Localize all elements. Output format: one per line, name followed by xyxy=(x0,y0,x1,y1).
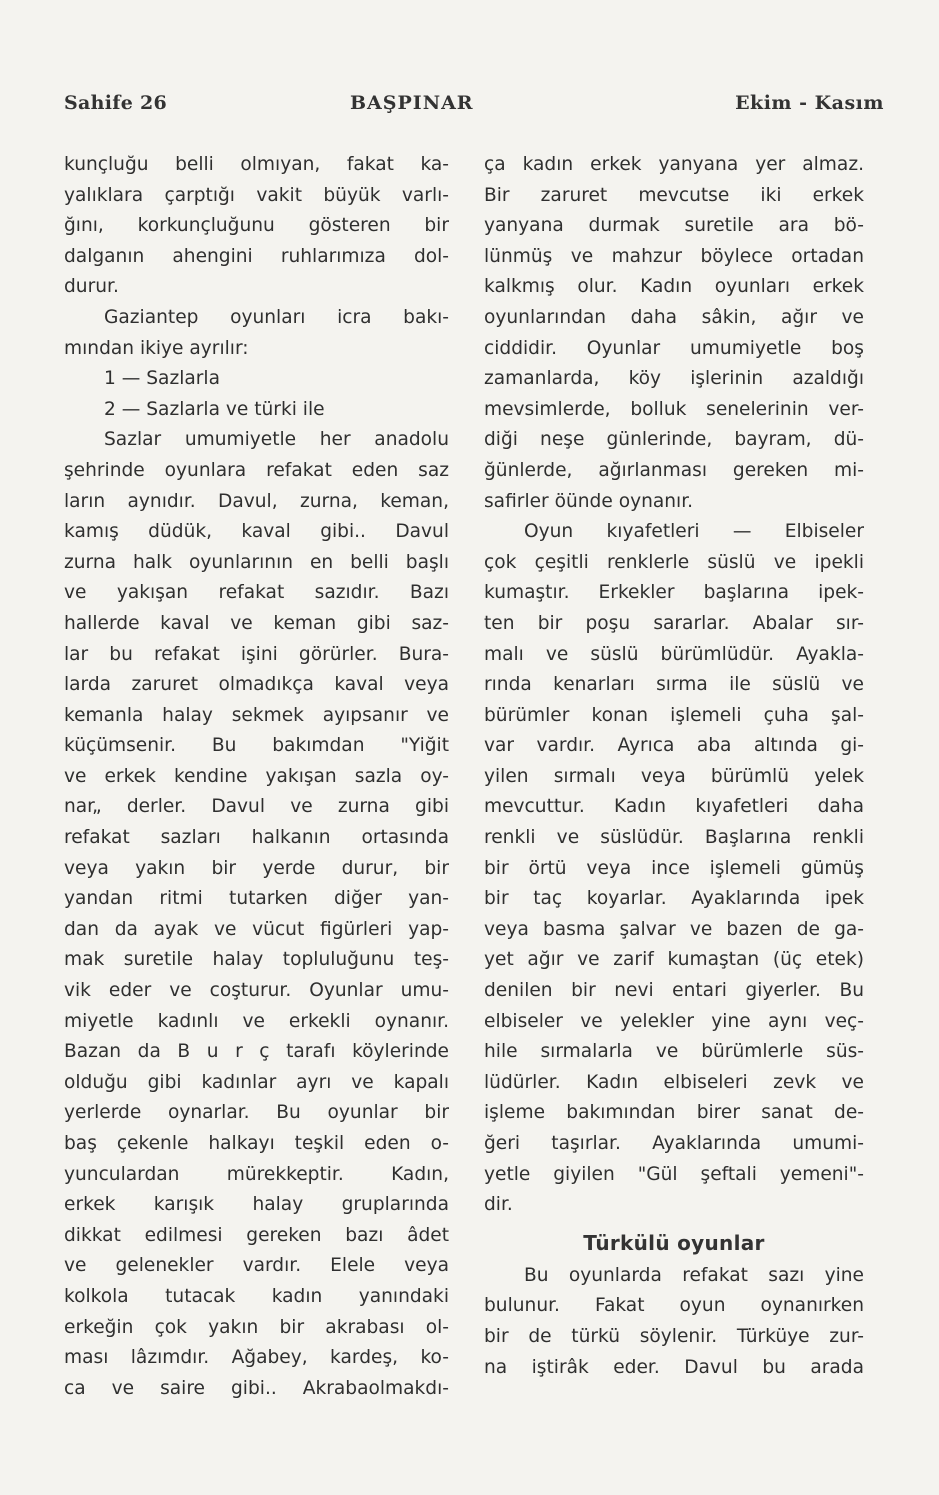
text-line: erkeğin çok yakın bir akrabası ol- xyxy=(64,1316,449,1338)
text-line: refakat sazları halkanın ortasında xyxy=(64,827,449,849)
journal-title: BAŞPINAR xyxy=(350,92,474,114)
issue-date: Ekim - Kasım xyxy=(735,92,884,114)
text-line: hallerde kaval ve keman gibi saz- xyxy=(64,612,449,634)
text-line: ciddidir. Oyunlar umumiyetle boş xyxy=(484,337,864,359)
text-line: safirler öünde oynanır. xyxy=(484,490,694,512)
text-line: ça kadın erkek yanyana yer almaz. xyxy=(484,154,864,175)
text-line: yunculardan mürekkeptir. Kadın, xyxy=(64,1163,449,1185)
text-line: yalıklara çarptığı vakit büyük varlı- xyxy=(64,184,449,206)
text-line: 1 — Sazlarla xyxy=(104,368,220,390)
text-line: Oyun kıyafetleri — Elbiseler xyxy=(524,521,864,543)
text-line: Bazan da B u r ç tarafı köylerinde xyxy=(64,1041,449,1063)
text-line: Sazlar umumiyetle her anadolu xyxy=(104,429,449,451)
text-line: dikkat edilmesi gereken bazı âdet xyxy=(64,1224,449,1246)
text-line: kumaştır. Erkekler başlarına ipek- xyxy=(484,582,864,604)
text-line: yetle giyilen "Gül şeftali yemeni"- xyxy=(484,1163,864,1185)
text-line: ten bir poşu sararlar. Abalar sır- xyxy=(484,612,864,634)
text-line: bir örtü veya ince işlemeli gümüş xyxy=(484,857,864,879)
text-line: zamanlarda, köy işlerinin azaldığı xyxy=(484,368,864,390)
text-line: zurna halk oyunlarının en belli başlı xyxy=(64,551,449,573)
text-line: erkek karışık halay gruplarında xyxy=(64,1194,449,1216)
text-line: dalganın ahengini ruhlarımıza dol- xyxy=(64,245,449,267)
text-line: bir taç koyarlar. Ayaklarında ipek xyxy=(484,888,864,910)
left-text-column xyxy=(64,150,449,1404)
text-line: ların aynıdır. Davul, zurna, keman, xyxy=(64,490,449,512)
text-line: kalkmış olur. Kadın oyunları erkek xyxy=(484,276,864,298)
text-line: malı ve süslü bürümlüdür. Ayakla- xyxy=(484,643,864,665)
text-line: na iştirâk eder. Davul bu arada xyxy=(484,1356,864,1378)
section-heading-turkulu-oyunlar: Türkülü oyunlar xyxy=(583,1230,765,1255)
text-line: ğeri taşırlar. Ayaklarında umumi- xyxy=(484,1133,864,1154)
text-line: yilen sırmalı veya bürümlü yelek xyxy=(484,765,864,787)
text-line: ve erkek kendine yakışan sazla oy- xyxy=(64,765,449,787)
text-line: durur. xyxy=(64,276,119,298)
text-line: bir de türkü söylenir. Türküye zur- xyxy=(484,1325,864,1347)
text-line: var vardır. Ayrıca aba altında gi- xyxy=(484,735,864,757)
text-line: dir. xyxy=(484,1194,513,1216)
text-line: veya yakın bir yerde durur, bir xyxy=(64,857,449,879)
text-line: elbiseler ve yelekler yine aynı veç- xyxy=(484,1010,864,1032)
text-line: kolkola tutacak kadın yanındaki xyxy=(64,1285,449,1307)
text-line: Bir zaruret mevcutse iki erkek xyxy=(484,184,864,206)
text-line: mevsimlerde, bolluk senelerinin ver- xyxy=(484,398,864,420)
text-line: hile sırmalarla ve bürümlerle süs- xyxy=(484,1041,864,1063)
text-line: ve gelenekler vardır. Elele veya xyxy=(64,1255,449,1277)
text-line: larda zaruret olmadıkça kaval veya xyxy=(64,674,449,696)
page-header xyxy=(64,92,884,122)
text-line: mak suretile halay topluluğunu teş- xyxy=(64,949,449,971)
text-line: bulunur. Fakat oyun oynanırken xyxy=(484,1295,864,1317)
text-line: kamış düdük, kaval gibi.. Davul xyxy=(64,521,449,543)
text-line: işleme bakımından birer sanat de- xyxy=(484,1102,864,1124)
text-line: küçümsenir. Bu bakımdan "Yiğit xyxy=(64,735,449,757)
text-line: Gaziantep oyunları icra bakı- xyxy=(104,306,449,328)
text-line: mevcuttur. Kadın kıyafetleri daha xyxy=(484,796,864,818)
text-line: kemanla halay sekmek ayıpsanır ve xyxy=(64,704,449,726)
text-line: kunçluğu belli olmıyan, fakat ka- xyxy=(64,154,449,175)
text-line: mından ikiye ayrılır: xyxy=(64,337,249,359)
text-line: vik eder ve coşturur. Oyunlar umu- xyxy=(64,980,449,1002)
text-line: yet ağır ve zarif kumaştan (üç etek) xyxy=(484,949,864,971)
text-line: yerlerde oynarlar. Bu oyunlar bir xyxy=(64,1102,449,1124)
text-line: lar bu refakat işini görürler. Bura- xyxy=(64,643,449,665)
text-line: olduğu gibi kadınlar ayrı ve kapalı xyxy=(64,1071,449,1093)
page-number-label: Sahife 26 xyxy=(64,92,168,114)
text-line: şehrinde oyunlara refakat eden saz xyxy=(64,459,449,481)
text-line: dan da ayak ve vücut figürleri yap- xyxy=(64,918,449,940)
text-line: ğını, korkunçluğunu gösteren bir xyxy=(64,215,449,237)
text-line: lünmüş ve mahzur böylece ortadan xyxy=(484,245,864,267)
text-line: çok çeşitli renklerle süslü ve ipekli xyxy=(484,551,864,573)
text-line: diği neşe günlerinde, bayram, dü- xyxy=(484,429,864,451)
text-line: denilen bir nevi entari giyerler. Bu xyxy=(484,980,864,1002)
text-line: 2 — Sazlarla ve türki ile xyxy=(104,398,325,420)
text-line: miyetle kadınlı ve erkekli oynanır. xyxy=(64,1010,449,1032)
text-line: ğünlerde, ağırlanması gereken mi- xyxy=(484,459,864,481)
text-line: ca ve saire gibi.. Akrabaolmakdı- xyxy=(64,1377,449,1399)
text-line: bürümler konan işlemeli çuha şal- xyxy=(484,704,864,726)
right-column-top-text xyxy=(484,150,864,1221)
text-line: baş çekenle halkayı teşkil eden o- xyxy=(64,1133,449,1154)
text-line: oyunlarından daha sâkin, ağır ve xyxy=(484,306,864,328)
text-line: ması lâzımdır. Ağabey, kardeş, ko- xyxy=(64,1347,449,1369)
text-line: lüdürler. Kadın elbiseleri zevk ve xyxy=(484,1071,864,1093)
text-line: rında kenarları sırma ile süslü ve xyxy=(484,674,864,696)
text-line: renkli ve süslüdür. Başlarına renkli xyxy=(484,827,864,849)
text-line: yanyana durmak suretile ara bö- xyxy=(484,215,864,237)
text-line: nar„ derler. Davul ve zurna gibi xyxy=(64,796,449,818)
text-line: yandan ritmi tutarken diğer yan- xyxy=(64,888,449,910)
text-line: Bu oyunlarda refakat sazı yine xyxy=(524,1264,864,1286)
right-text-column xyxy=(484,150,864,1383)
text-line: veya basma şalvar ve bazen de ga- xyxy=(484,918,864,940)
right-column-bottom-text xyxy=(484,1261,864,1383)
text-line: ve yakışan refakat sazıdır. Bazı xyxy=(64,582,449,604)
